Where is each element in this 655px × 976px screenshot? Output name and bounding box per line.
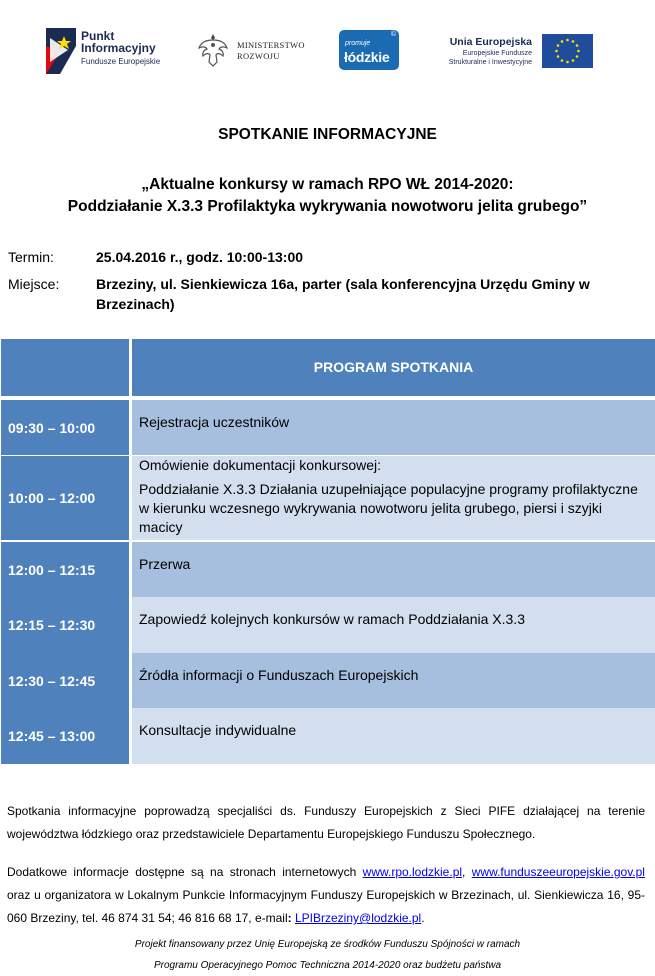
table-row <box>1 708 655 764</box>
funding-line-1: Projekt finansowany przez Unię Europejską ze środków Funduszu Spójności w ramach <box>134 939 521 950</box>
eu-flag-icon <box>542 34 593 68</box>
logo-eu-line2: Europejskie Fundusze <box>462 50 532 57</box>
eu-logo-text <box>434 36 532 67</box>
eu-star-icon <box>572 59 575 62</box>
eu-star-icon <box>566 61 569 64</box>
table-row <box>1 400 655 455</box>
logo-punkt-line3: Fundusze Europejskie <box>81 57 161 66</box>
contact-end: . <box>421 911 425 925</box>
ministry-logo-text <box>237 40 305 62</box>
logo-lodzkie-name: łódzkie <box>344 49 390 65</box>
table-row <box>1 597 655 653</box>
punkt-informacyjny-logo-text <box>81 30 160 68</box>
logo-punkt-line2: Informacyjny <box>81 41 156 55</box>
organizers-note: Spotkania informacyjne poprowadzą specjaliści ds. Funduszy Europejskich z Sieci PIFE działającej na terenie województwa łódzkiego oraz przedstawiciele Departamentu Europejskiego Funduszu Społecznego. <box>7 804 645 841</box>
eu-star-icon <box>572 40 575 43</box>
logo-bar <box>0 26 655 76</box>
logo-ministry-line1: MINISTERSTWO <box>237 40 305 50</box>
place-value: Brzeziny, ul. Sienkiewicza 16a, parter (sala konferencyjna Urzędu Gminy w Brzezinach) <box>96 276 590 312</box>
row-activity-line1: Omówienie dokumentacji konkursowej: <box>139 457 381 473</box>
contact-sep: , <box>462 865 472 879</box>
eu-star-icon <box>561 40 564 43</box>
page-title: SPOTKANIE INFORMACYJNE <box>218 126 437 143</box>
row-time: 12:45 – 13:00 <box>1 708 129 764</box>
row-time: 09:30 – 10:00 <box>1 400 129 455</box>
row-activity: Źródła informacji o Funduszach Europejskich <box>132 653 655 708</box>
term-label: Termin: <box>8 249 54 265</box>
table-row <box>1 653 655 708</box>
table-row <box>1 456 655 540</box>
funding-note <box>0 934 655 976</box>
eu-star-icon <box>557 55 560 58</box>
row-activity-line2: Poddziałanie X.3.3 Działania uzupełniające populacyjne programy profilaktyczne w kierunku wczesnego wykrywania nowotworu jelita grubego, piersi i szyjki macicy <box>139 481 638 535</box>
row-time: 10:00 – 12:00 <box>1 456 129 540</box>
contact-text-b: oraz u organizatora w Lokalnym Punkcie Informacyjnym Funduszy Europejskich w Brzezinach, ul. Sienkiewicza 16, 95-060 Brzeziny, tel. 46 874 31 54; 46 816 68 17, e-mail <box>7 888 645 925</box>
subtitle-line-2: Poddziałanie X.3.3 Profilaktyka wykrywania nowotworu jelita grubego” <box>67 198 588 215</box>
fundusze-link[interactable]: www.funduszeeuropejskie.gov.pl <box>471 865 645 879</box>
polish-eagle-icon <box>197 32 229 68</box>
eu-star-icon <box>555 50 558 53</box>
eu-star-icon <box>561 59 564 62</box>
row-activity <box>132 456 655 540</box>
program-header: PROGRAM SPOTKANIA <box>132 339 655 396</box>
row-activity: Zapowiedź kolejnych konkursów w ramach Poddziałania X.3.3 <box>132 597 655 653</box>
eu-star-icon <box>576 44 579 47</box>
promuje-lodzkie-logo <box>339 30 399 70</box>
logo-ministry-line2: ROZWOJU <box>237 51 280 61</box>
logo-lodzkie-mark: © <box>390 31 396 38</box>
row-activity: Rejestracja uczestników <box>132 400 655 455</box>
row-activity: Konsultacje indywidualne <box>132 708 655 764</box>
funding-line-2: Programu Operacyjnego Pomoc Techniczna 2014-2020 oraz budżetu państwa <box>153 960 502 971</box>
eu-star-icon <box>566 39 569 42</box>
punkt-informacyjny-logo-icon <box>46 28 76 74</box>
logo-punkt-line1: Punkt <box>81 29 115 43</box>
term-value: 25.04.2016 r., godz. 10:00-13:00 <box>96 249 304 265</box>
email-link[interactable]: LPIBrzeziny@lodzkie.pl <box>294 911 422 925</box>
contact-text-a: Dodatkowe informacje dostępne są na stronach internetowych <box>7 865 363 879</box>
contact-info <box>7 861 645 930</box>
row-activity: Przerwa <box>132 542 655 597</box>
table-row <box>1 542 655 597</box>
place-label: Miejsce: <box>8 276 60 292</box>
program-header-blank-cell <box>1 339 129 396</box>
subtitle-line-1: „Aktualne konkursy w ramach RPO WŁ 2014-2020: <box>141 176 514 193</box>
event-subtitle <box>0 174 655 218</box>
row-time: 12:15 – 12:30 <box>1 597 129 653</box>
logo-eu-line3: Strukturalne i Inwestycyjne <box>448 59 532 66</box>
eu-star-icon <box>577 50 580 53</box>
row-time: 12:30 – 12:45 <box>1 653 129 708</box>
logo-lodzkie-small: promuje <box>345 40 371 47</box>
eu-star-icon <box>557 44 560 47</box>
row-time: 12:00 – 12:15 <box>1 542 129 597</box>
contact-colon: : <box>287 911 295 925</box>
logo-eu-line1: Unia Europejska <box>449 36 532 48</box>
eu-star-icon <box>576 55 579 58</box>
rpo-link[interactable]: www.rpo.lodzkie.pl <box>362 865 463 879</box>
